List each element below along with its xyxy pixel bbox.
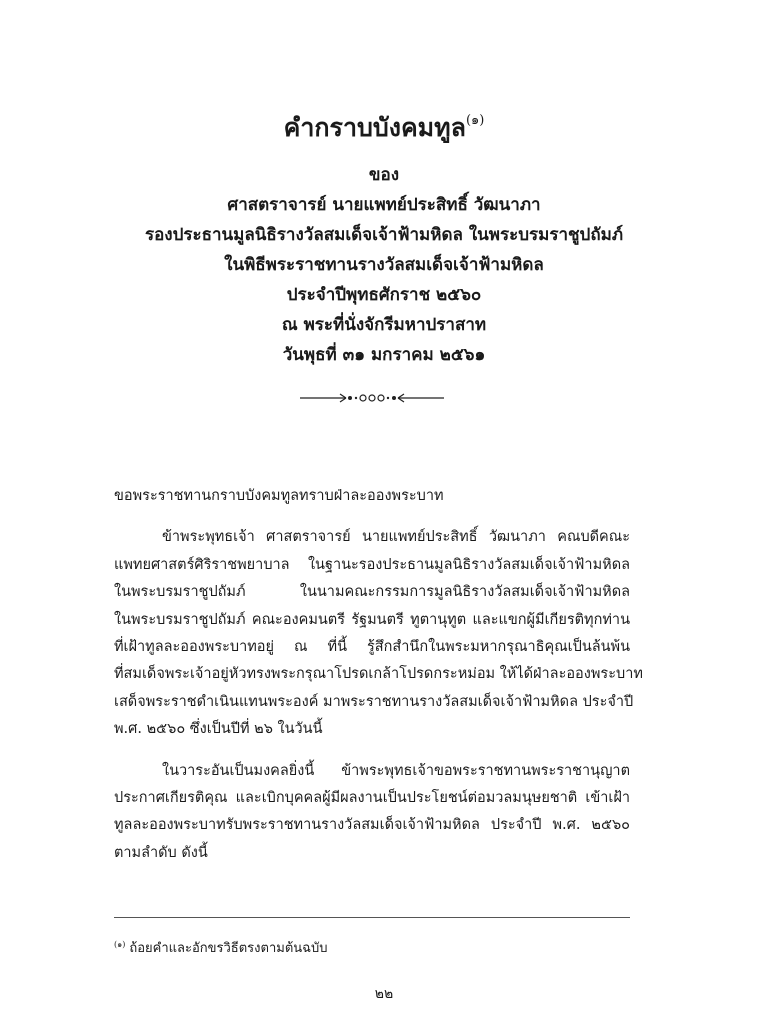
page-title bbox=[0, 103, 768, 146]
paragraph-1-line: เสด็จพระราชดำเนินแทนพระองค์ มาพระราชทานรางวัลสมเด็จเจ้าฟ้ามหิดล ประจำปี bbox=[114, 693, 634, 710]
heading-line: ณ พระที่นั่งจักรีมหาปราสาท bbox=[281, 315, 487, 335]
heading-line: ศาสตราจารย์ นายแพทย์ประสิทธิ์ วัฒนาภา bbox=[227, 195, 541, 215]
paragraph-2-line: ประกาศเกียรติคุณ และเบิกบุคคลผู้มีผลงานเป็นประโยชน์ต่อมวลมนุษยชาติ เข้าเฝ้า bbox=[114, 789, 630, 806]
speech-body bbox=[114, 483, 643, 867]
paragraph-2-line: ในวาระอันเป็นมงคลยิ่งนี้ ข้าพระพุทธเจ้าขอพระราชทานพระราชานุญาต bbox=[162, 762, 630, 779]
heading-line: ในพิธีพระราชทานรางวัลสมเด็จเจ้าฟ้ามหิดล bbox=[224, 255, 544, 275]
heading-line: ประจำปีพุทธศักราช ๒๕๖๐ bbox=[286, 285, 482, 305]
paragraph-1-line: พ.ศ. ๒๕๖๐ ซึ่งเป็นปีที่ ๒๖ ในวันนี้ bbox=[114, 721, 323, 738]
footnote bbox=[114, 934, 328, 960]
paragraph-2-line: ทูลละอองพระบาทรับพระราชทานรางวัลสมเด็จเจ้าฟ้ามหิดล ประจำปี พ.ศ. ๒๕๖๐ bbox=[114, 817, 630, 834]
paragraph-1-line: ในพระบรมราชูปถัมภ์ คณะองคมนตรี รัฐมนตรี ทูตานุทูต และแขกผู้มีเกียรติทุกท่าน bbox=[114, 611, 630, 628]
decorative-divider-icon bbox=[300, 390, 444, 406]
paragraph-1-line: ในพระบรมราชูปถัมภ์ ในนามคณะกรรมการมูลนิธิรางวัลสมเด็จเจ้าฟ้ามหิดล bbox=[114, 584, 630, 601]
address-heading bbox=[0, 160, 768, 370]
page-number: ๒๒ bbox=[374, 986, 394, 1002]
paragraph-2-line: ตามลำดับ ดังนี้ bbox=[114, 844, 208, 861]
title-text: คำกราบบังคมทูล bbox=[283, 113, 466, 142]
heading-line: รองประธานมูลนิธิรางวัลสมเด็จเจ้าฟ้ามหิดล ในพระบรมราชูปถัมภ์ bbox=[144, 225, 624, 245]
salutation: ขอพระราชทานกราบบังคมทูลทราบฝ่าละอองพระบาท bbox=[114, 488, 444, 504]
footnote-text: ถ้อยคำและอักขรวิธีตรงตามต้นฉบับ bbox=[129, 941, 328, 956]
footnote-divider bbox=[114, 917, 630, 918]
paragraph-1-line: แพทยศาสตร์ศิริราชพยาบาล ในฐานะรองประธานมูลนิธิรางวัลสมเด็จเจ้าฟ้ามหิดล bbox=[114, 556, 630, 573]
heading-line: วันพุธที่ ๓๑ มกราคม ๒๕๖๑ bbox=[282, 345, 486, 365]
title-footnote-ref: (๑) bbox=[465, 113, 485, 128]
paragraph-1-line: ที่สมเด็จพระเจ้าอยู่หัวทรงพระกรุณาโปรดเกล้าโปรดกระหม่อม ให้ได้ฝ่าละอองพระบาท bbox=[114, 666, 643, 683]
paragraph-1-line: ข้าพระพุทธเจ้า ศาสตราจารย์ นายแพทย์ประสิทธิ์ วัฒนาภา คณบดีคณะ bbox=[162, 529, 630, 546]
footnote-marker: (๑) bbox=[114, 940, 126, 949]
paragraph-1-line: ที่เฝ้าทูลละอองพระบาทอยู่ ณ ที่นี้ รู้สึกสำนึกในพระมหากรุณาธิคุณเป็นล้นพ้น bbox=[114, 638, 630, 655]
heading-line: ของ bbox=[368, 165, 400, 185]
